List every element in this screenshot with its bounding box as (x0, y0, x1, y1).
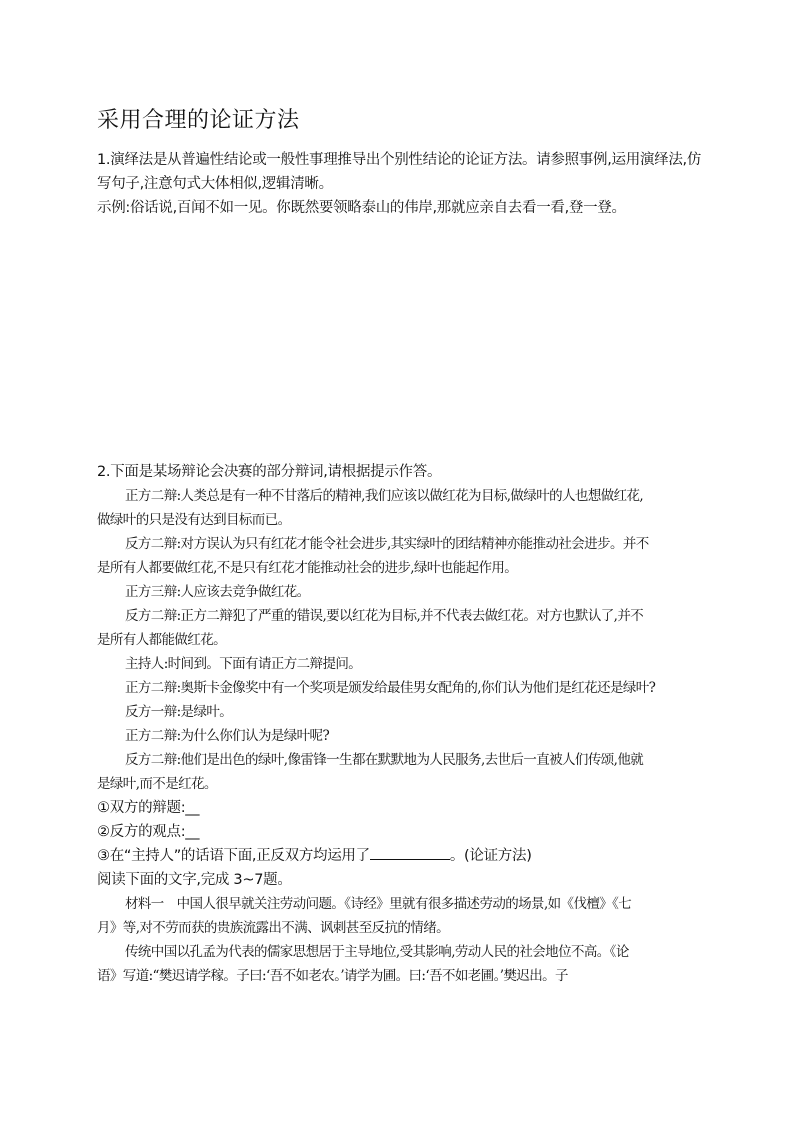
debate-line: 做绿叶的只是没有达到目标而已。 (97, 512, 291, 528)
debate-line: 反方二辩:正方二辩犯了严重的错误,要以红花为目标,并不代表去做红花。对方也默认了,并不 (125, 608, 644, 624)
material-line: 月》等,对不劳而获的贵族流露出不满、讽刺甚至反抗的情绪。 (97, 920, 449, 936)
q2-sub-question-1 (97, 796, 199, 817)
sub-question-text: ①双方的辩题: (97, 800, 186, 816)
reading-intro: 阅读下面的文字,完成 3~7题。 (97, 872, 292, 888)
sub-question-suffix: 。(论证方法) (449, 848, 532, 864)
debate-line: 是所有人都要做红花,不是只有红花才能推动社会的进步,绿叶也能起作用。 (97, 560, 518, 576)
debate-line: 正方二辩:奥斯卡金像奖中有一个奖项是颁发给最佳男女配角的,你们认为他们是红花还是绿叶? (125, 680, 656, 696)
debate-line: 反方二辩:他们是出色的绿叶,像雷锋一生都在默默地为人民服务,去世后一直被人们传颂,他就 (125, 752, 644, 768)
answer-blank[interactable]: __ (185, 824, 200, 840)
material-line: 传统中国以孔孟为代表的儒家思想居于主导地位,受其影响,劳动人民的社会地位不高。《论 (125, 944, 629, 960)
q2-sub-question-3 (97, 844, 532, 865)
q2-intro: 2.下面是某场辩论会决赛的部分辩词,请根据提示作答。 (97, 464, 442, 480)
sub-question-text: ③在“主持人”的话语下面,正反双方均运用了 (97, 848, 370, 864)
q1-line-1: 1.演绎法是从普遍性结论或一般性事理推导出个别性结论的论证方法。请参照事例,运用演绎法,仿 (97, 152, 702, 168)
q2-sub-question-2 (97, 820, 199, 841)
page-title: 采用合理的论证方法 (97, 108, 300, 133)
material-line: 语》写道:“樊迟请学稼。子曰:‘吾不如老农。’请学为圃。曰:‘吾不如老圃。’樊迟出。子 (97, 968, 568, 984)
debate-line: 正方二辩:为什么你们认为是绿叶呢? (125, 728, 330, 744)
debate-line: 是所有人都能做红花。 (97, 632, 226, 648)
debate-line: 反方一辩:是绿叶。 (125, 704, 233, 720)
debate-line: 主持人:时间到。下面有请正方二辩提问。 (125, 656, 362, 672)
debate-line: 反方二辩:对方误认为只有红花才能令社会进步,其实绿叶的团结精神亦能推动社会进步。并不 (125, 536, 649, 552)
material-line: 材料一 中国人很早就关注劳动问题。《诗经》里就有很多描述劳动的场景,如《伐檀》《七 (125, 896, 632, 912)
q1-line-2: 写句子,注意句式大体相似,逻辑清晰。 (97, 176, 333, 192)
sub-question-text: ②反方的观点: (97, 824, 186, 840)
debate-line: 是绿叶,而不是红花。 (97, 776, 217, 792)
q1-example: 示例:俗话说,百闻不如一见。你既然要领略泰山的伟岸,那就应亲自去看一看,登一登。 (97, 200, 626, 216)
debate-line: 正方三辩:人应该去竞争做红花。 (125, 584, 310, 600)
answer-blank[interactable] (370, 847, 450, 860)
debate-line: 正方二辩:人类总是有一种不甘落后的精神,我们应该以做红花为目标,做绿叶的人也想做红花, (125, 488, 644, 504)
answer-blank[interactable]: __ (185, 800, 200, 816)
